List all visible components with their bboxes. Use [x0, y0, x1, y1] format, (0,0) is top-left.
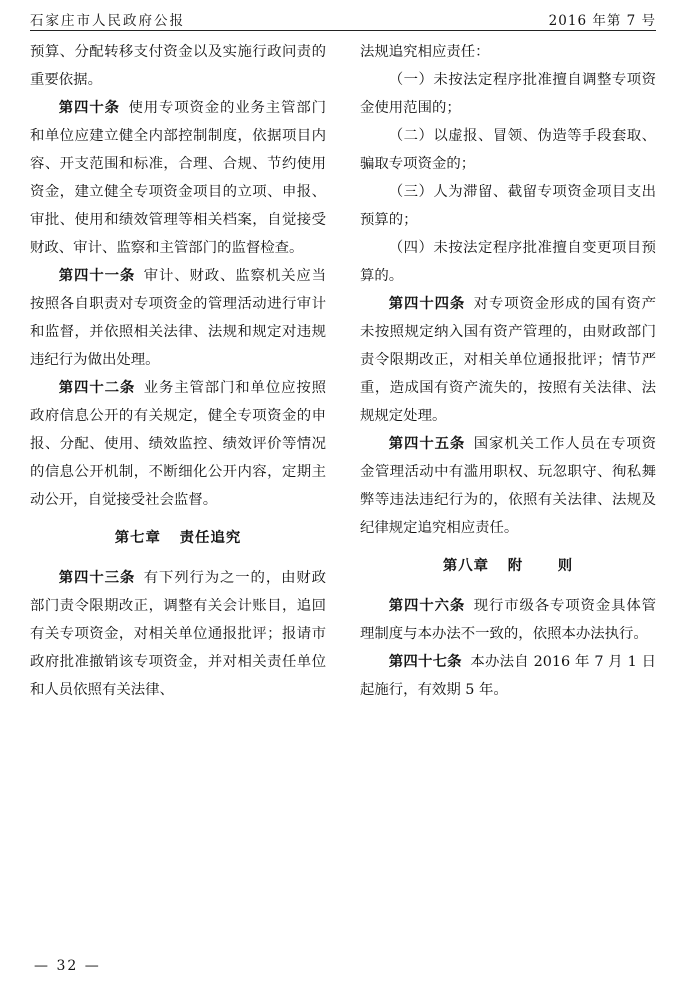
page-number: — 32 — — [34, 958, 101, 974]
chapter-number: 第七章 — [114, 530, 161, 546]
chapter-number: 第八章 — [442, 558, 490, 574]
article-45 — [360, 430, 656, 542]
article-47 — [360, 648, 656, 704]
article-43 — [30, 564, 326, 704]
article-title: 第四十六条 — [388, 598, 466, 614]
issue-number: 2016 年第 7 号 — [548, 13, 656, 29]
list-item: （一）未按法定程序批准擅自调整专项资金使用范围的； — [360, 72, 656, 116]
article-46 — [360, 592, 656, 648]
article-body: 审计、财政、监察机关应当按照各自职责对专项资金的管理活动进行审计和监督，并依照相关法律、法规和规定对违规违纪行为做出处理。 — [30, 268, 326, 368]
article-body: 本办法自 2016 年 7 月 1 日起施行，有效期 5 年。 — [360, 654, 656, 698]
article-44 — [360, 290, 656, 430]
left-column — [30, 38, 326, 704]
article-body: 对专项资金形成的国有资产未按照规定纳入国有资产管理的，由财政部门责令限期改正，对相关单位通报批评；情节严重，造成国有资产流失的，按照有关法律、法规规定处理。 — [360, 296, 656, 424]
article-title: 第四十一条 — [58, 268, 136, 284]
chapter-name: 责任追究 — [179, 530, 242, 546]
article-41 — [30, 262, 326, 374]
article-title: 第四十七条 — [388, 654, 462, 670]
article-body: 有下列行为之一的，由财政部门责令限期改正，调整有关会计账目，追回有关专项资金，对相关单位通报批评；报请市政府批准撤销该专项资金，并对相关责任单位和人员依照有关法律、 — [30, 570, 326, 698]
chapter-name-part: 附 — [507, 558, 524, 574]
article-title: 第四十条 — [58, 100, 120, 116]
list-item: （三）人为滞留、截留专项资金项目支出预算的； — [360, 184, 656, 228]
article-body: 业务主管部门和单位应按照政府信息公开的有关规定，健全专项资金的申报、分配、使用、绩效监控、绩效评价等情况的信息公开机制，不断细化公开内容，定期主动公开，自觉接受社会监督。 — [30, 380, 326, 508]
article-42 — [30, 374, 326, 514]
article-40 — [30, 94, 326, 262]
article-title: 第四十三条 — [58, 570, 136, 586]
chapter-name-part: 则 — [557, 558, 574, 574]
article-body: 现行市级各专项资金具体管理制度与本办法不一致的，依照本办法执行。 — [360, 598, 656, 642]
page-header — [30, 6, 656, 31]
publication-title: 石家庄市人民政府公报 — [30, 13, 185, 29]
article-title: 第四十五条 — [388, 436, 466, 452]
article-body: 国家机关工作人员在专项资金管理活动中有滥用职权、玩忽职守、徇私舞弊等违法违纪行为的，依照有关法律、法规及纪律规定追究相应责任。 — [360, 436, 656, 536]
right-column — [360, 38, 656, 704]
paragraph-continuation: 预算、分配转移支付资金以及实施行政问责的重要依据。 — [30, 44, 326, 88]
chapter-8-heading — [360, 552, 656, 580]
article-body: 使用专项资金的业务主管部门和单位应建立健全内部控制制度，依据项目内容、开支范围和标准，合理、合规、节约使用资金，建立健全专项资金项目的立项、申报、审批、使用和绩效管理等相关档案，自觉接受财政、审计、监察和主管部门的监督检查。 — [30, 100, 326, 256]
list-item: （二）以虚报、冒领、伪造等手段套取、骗取专项资金的； — [360, 128, 656, 172]
article-title: 第四十四条 — [388, 296, 466, 312]
article-title: 第四十二条 — [58, 380, 136, 396]
chapter-7-heading — [30, 524, 326, 552]
paragraph-continuation: 法规追究相应责任： — [360, 44, 490, 60]
list-item: （四）未按法定程序批准擅自变更项目预算的。 — [360, 240, 656, 284]
